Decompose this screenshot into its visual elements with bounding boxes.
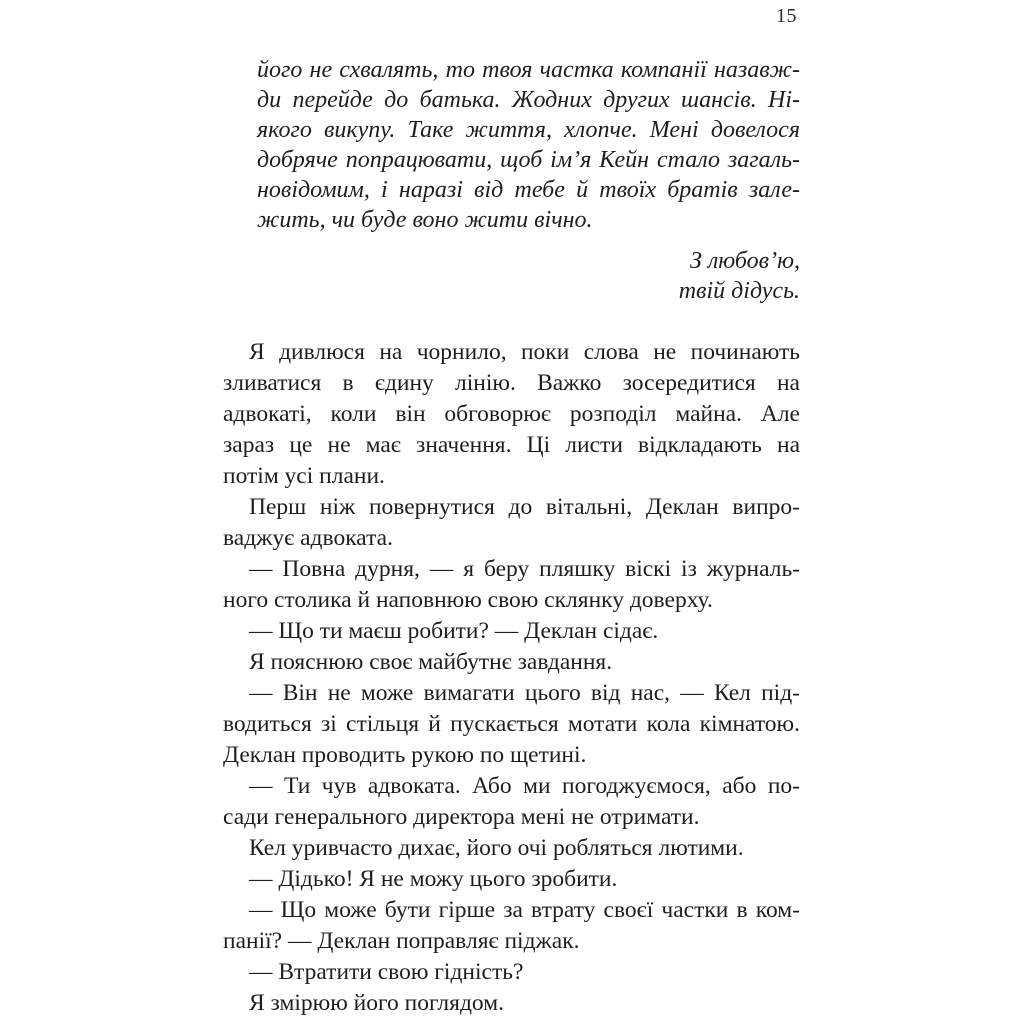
body-line: ного столика й наповнюю свою склянку доверху.	[223, 587, 713, 613]
body-line: — Втратити свою гідність?	[249, 959, 524, 985]
body-line: Деклан проводить рукою по щетині.	[223, 742, 587, 768]
page-number: 15	[776, 5, 797, 27]
letter-line: його не схвалять, то твоя частка компанії назавж-	[257, 57, 800, 83]
letter-quote-block	[257, 55, 800, 235]
body-line: Кел уривчасто дихає, його очі робляться лютими.	[249, 835, 744, 861]
body-line: панії? — Деклан поправляє піджак.	[223, 928, 580, 954]
body-line: Я змірюю його поглядом.	[249, 990, 504, 1016]
body-line: водиться зі стільця й пускається мотати кола кімнатою.	[223, 711, 800, 737]
letter-line: добряче попрацювати, щоб ім’я Кейн стало загаль-	[257, 147, 800, 173]
letter-line: ди перейде до батька. Жодних других шансів. Ні-	[257, 87, 800, 113]
body-line: — Що може бути гірше за втрату своєї частки в ком-	[249, 897, 800, 923]
body-line: — Дідько! Я не можу цього зробити.	[249, 866, 618, 892]
body-line: сади генерального директора мені не отримати.	[223, 804, 700, 830]
body-line: ваджує адвоката.	[223, 525, 393, 551]
body-line: — Ти чув адвоката. Або ми погоджуємося, або по-	[249, 773, 800, 799]
body-text-block	[223, 337, 800, 1019]
body-line: потім усі плани.	[223, 463, 385, 489]
letter-line: новідомим, і наразі від тебе й твоїх братів зале-	[257, 177, 800, 203]
body-line: адвокаті, коли він обговорює розподіл майна. Але	[223, 401, 800, 427]
letter-signature-block	[257, 246, 800, 306]
letter-line: жить, чи буде воно жити вічно.	[257, 207, 593, 233]
body-line: — Що ти маєш робити? — Деклан сідає.	[249, 618, 659, 644]
body-line: — Він не може вимагати цього від нас, — Кел під-	[249, 680, 800, 706]
signature-line: З любов’ю,	[689, 248, 800, 274]
body-line: зливатися в єдину лінію. Важко зосередитися на	[223, 370, 800, 396]
body-line: — Повна дурня, — я беру пляшку віскі із журналь-	[249, 556, 800, 582]
body-line: Я дивлюся на чорнило, поки слова не починають	[249, 339, 800, 365]
body-line: Я пояснюю своє майбутнє завдання.	[249, 649, 613, 675]
signature-line: твій дідусь.	[678, 278, 800, 304]
body-line: Перш ніж повернутися до вітальні, Деклан випро-	[249, 494, 800, 520]
body-line: зараз це не має значення. Ці листи відкладають на	[223, 432, 800, 458]
letter-line: якого викупу. Таке життя, хлопче. Мені довелося	[257, 117, 800, 143]
